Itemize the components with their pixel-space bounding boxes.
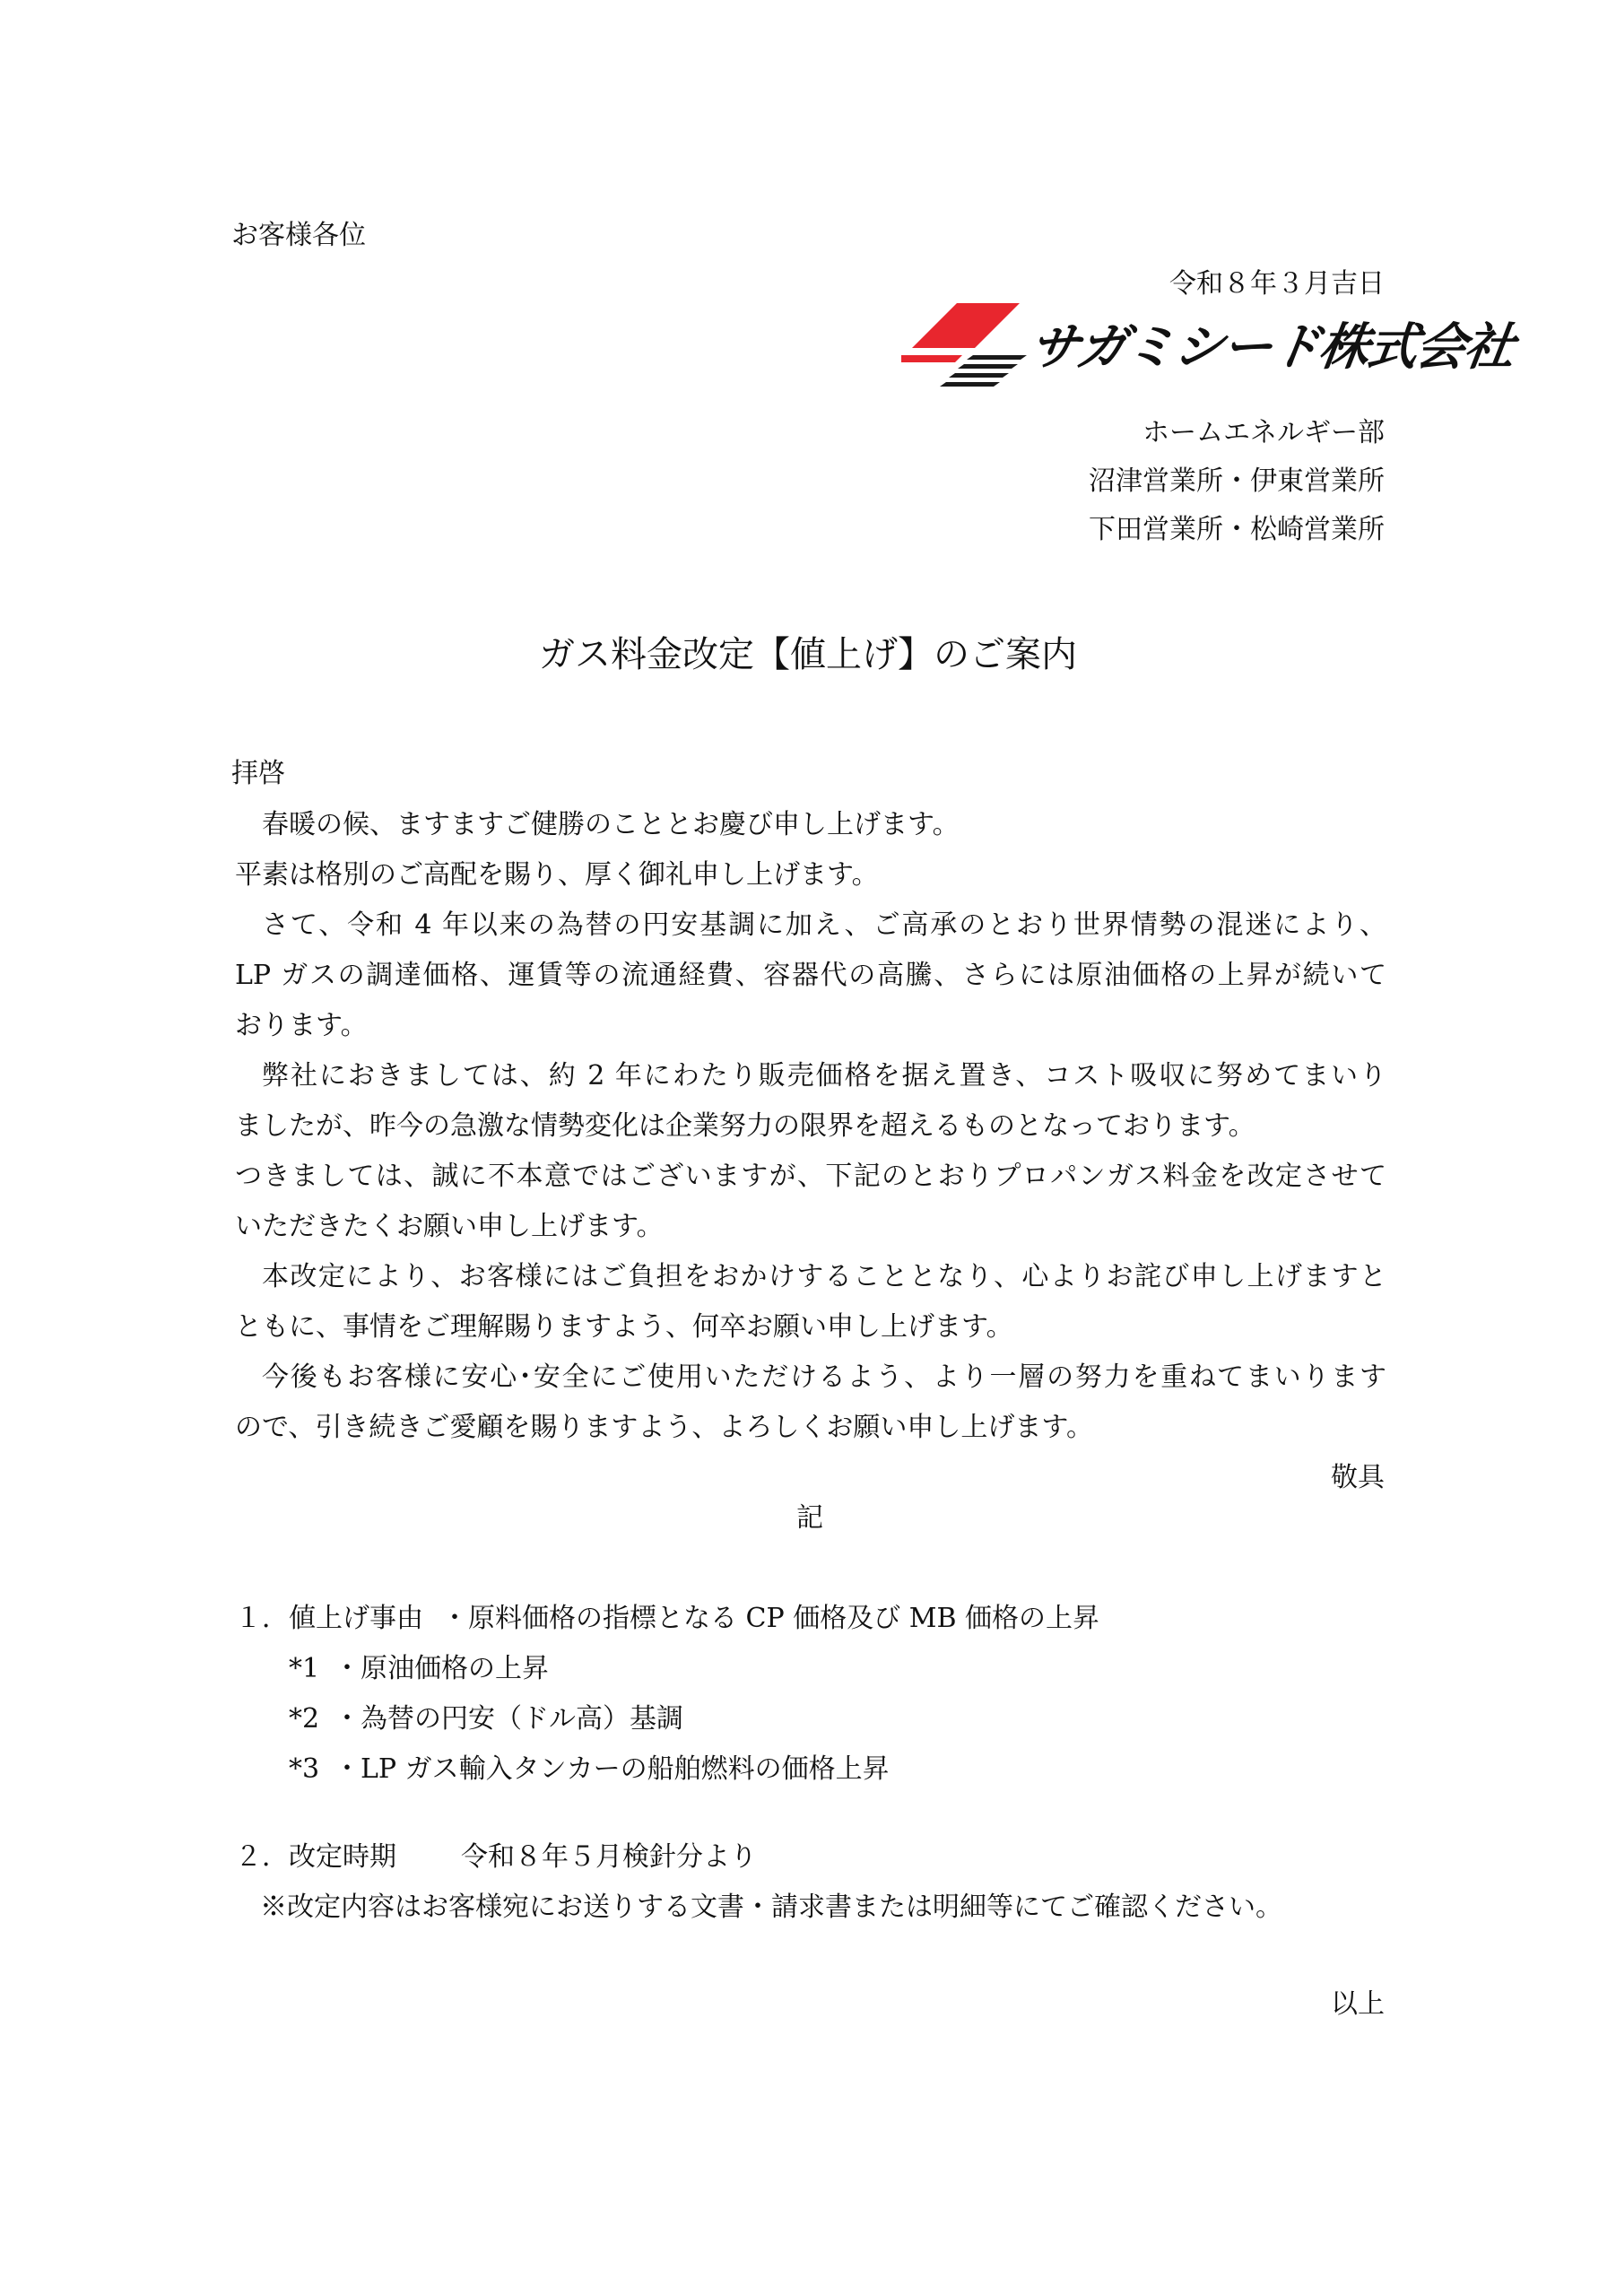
note: ※改定内容はお客様宛にお送りする文書・請求書または明細等にてご確認ください。 <box>260 1892 1282 1923</box>
sub-item-number: *1 <box>289 1653 320 1684</box>
sub-item-text: ・原油価格の上昇 <box>334 1653 549 1684</box>
department: ホームエネルギー部 <box>1142 417 1385 448</box>
sub-item-number: *3 <box>289 1753 320 1785</box>
closing: 敬具 <box>1331 1462 1385 1493</box>
offices-line1: 沼津営業所・伊東営業所 <box>1089 465 1385 497</box>
body-line-2: 平素は格別のご高配を賜り、厚く御礼申し上げます。 <box>235 859 879 891</box>
body-line-13: ので、引き続きご愛顧を賜りますよう、よろしくお願い申し上げます。 <box>235 1412 1093 1443</box>
body-line-11: ともに、事情をご理解賜りますよう、何卒お願い申し上げます。 <box>235 1311 1013 1343</box>
page-title: ガス料金改定【値上げ】のご案内 <box>539 634 1077 675</box>
addressee: お客様各位 <box>231 220 366 251</box>
body-line-10: 本改定により、お客様にはご負担をおかけすることとなり、心よりお詫び申し上げますと <box>262 1261 1386 1292</box>
offices-line2: 下田営業所・松崎営業所 <box>1089 514 1385 545</box>
opening-greeting: 拝啓 <box>231 758 285 789</box>
item2-text: 令和８年５月検針分より <box>461 1841 757 1873</box>
body-line-1: 春暖の候、ますますご健勝のこととお慶び申し上げます。 <box>262 809 960 840</box>
company-logo-text: サガミシード株式会社 <box>1025 318 1517 377</box>
document-date: 令和８年３月吉日 <box>1169 268 1385 300</box>
sub-item-text: ・LP ガス輸入タンカーの船舶燃料の価格上昇 <box>334 1753 890 1785</box>
ki-heading: 記 <box>796 1502 823 1534</box>
body-line-9: いただきたくお願い申し上げます。 <box>235 1211 664 1242</box>
item2-label: ２．改定時期 <box>235 1841 396 1873</box>
body-line-5: おります。 <box>235 1010 368 1041</box>
end-mark: 以上 <box>1331 1988 1385 2020</box>
item1-text: ・原料価格の指標となる CP 価格及び MB 価格の上昇 <box>441 1603 1100 1634</box>
body-line-4: LP ガスの調達価格、運賃等の流通経費、容器代の高騰、さらには原油価格の上昇が続いて <box>235 960 1386 991</box>
body-line-7: ましたが、昨今の急激な情勢変化は企業努力の限界を超えるものとなっております。 <box>235 1110 1255 1142</box>
company-logo-icon <box>901 303 1036 389</box>
sub-item-number: *2 <box>289 1703 320 1735</box>
body-line-12: 今後もお客様に安心･安全にご使用いただけるよう、より一層の努力を重ねてまいります <box>262 1361 1386 1393</box>
body-line-3: さて、令和 4 年以来の為替の円安基調に加え、ご高承のとおり世界情勢の混迷により、 <box>262 909 1386 941</box>
body-line-6: 弊社におきましては、約 2 年にわたり販売価格を据え置き、コスト吸収に努めてまいり <box>262 1060 1386 1091</box>
body-line-8: つきましては、誠に不本意ではございますが、下記のとおりプロパンガス料金を改定させて <box>235 1161 1386 1192</box>
item1-label: １．値上げ事由 <box>235 1603 423 1634</box>
sub-item-text: ・為替の円安（ドル高）基調 <box>334 1703 683 1735</box>
